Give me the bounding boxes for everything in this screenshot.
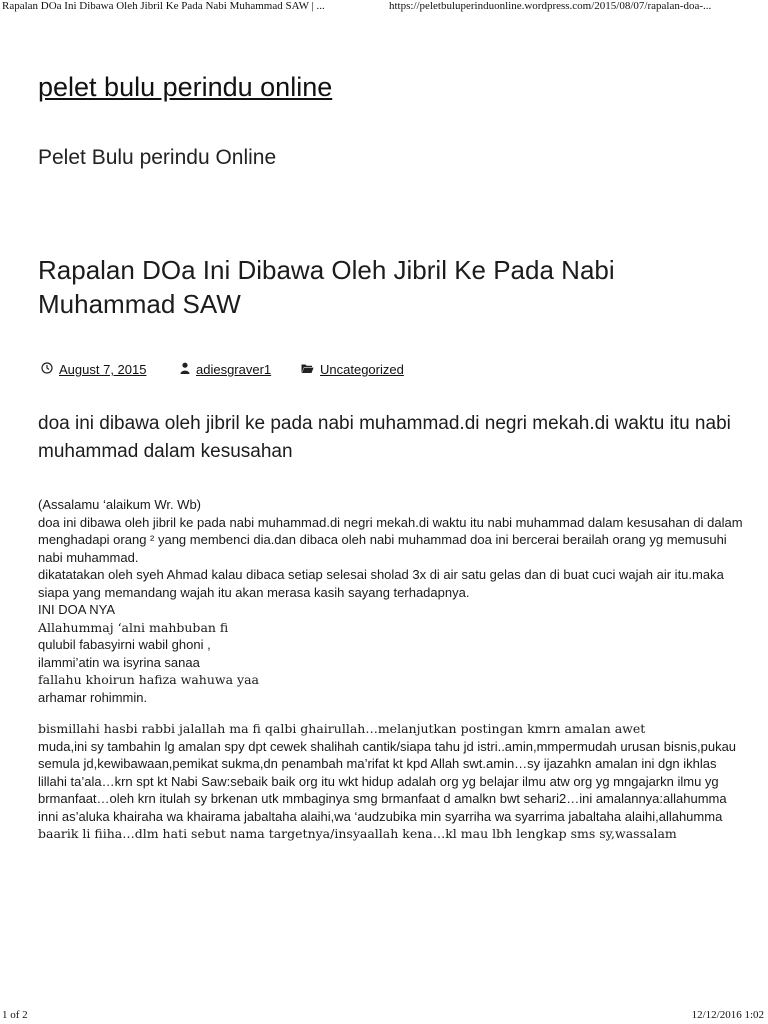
folder-icon (301, 362, 314, 377)
post-author-link[interactable]: adiesgraver1 (196, 362, 272, 378)
body-doa-line: arhamar rohimmin. (38, 689, 148, 705)
body-doa-line: qulubil fabasyirni wabil ghoni , (38, 637, 211, 652)
body2-last-line: baarik li fiiha…dlm hati sebut nama targetnya/insyaallah kena…kl mau lbh lengkap sms sy,wassalam (38, 826, 677, 841)
post-body (38, 496, 743, 843)
body2-paragraph: muda,ini sy tambahin lg amalan spy dpt cewek shalihah cantik/siapa tahu jd istri..amin,mmpermudah urusan bisnis,pukau semula jd,kewibawaan,pemikat sukma,dn penambah ma’rifat kt kpd Allah swt.amin…sy ijazahkn amalan ini dgn ikhlas lillahi ta’ala…krn spt kt Nabi Saw:sebaik baik org itu wkt hidup adalah org yg belajar ilmu atw org yg mngajarkn ilmu yg brmanfaat…oleh krn itulah sy brkenan utk mmbaginya smg brmanfaat d amalkn bwt sehari2…ini amalannya:allahumma inni as’aluka khairaha wa khairama jabaltaha alaihi,wa ‘audzubika min syarriha wa syarrima jabaltaha alaihi,allahumma (38, 738, 737, 824)
body-doa-line: fallahu khoirun hafiza wahuwa yaa (38, 672, 259, 687)
user-icon (180, 362, 190, 377)
print-header-url: https://peletbuluperinduonline.wordpress.com/2015/08/07/rapalan-doa-... (389, 0, 712, 12)
body-doa-line: Allahummaj ‘alni mahbuban fi (38, 619, 229, 635)
site-description: Pelet Bulu perindu Online (38, 146, 277, 169)
body-paragraph: doa ini dibawa oleh jibril ke pada nabi muhammad.di negri mekah.di waktu itu nabi muhammad dalam kesusahan di dalam menghadapi orang ² yang membenci dia.dan dibaca oleh nabi muhammad doa ini bercerai berailah orang yg memusuhi nabi muhammad. (38, 514, 743, 565)
post-category-link[interactable]: Uncategorized (320, 362, 404, 378)
print-footer (0, 1009, 768, 1024)
post-title: Rapalan DOa Ini Dibawa Oleh Jibril Ke Pada Nabi Muhammad SAW (38, 255, 615, 319)
print-header-title: Rapalan DOa Ini Dibawa Oleh Jibril Ke Pada Nabi Muhammad SAW | ... (2, 0, 325, 12)
post-author (180, 361, 271, 377)
body-paragraph: dikatatakan oleh syeh Ahmad kalau dibaca setiap selesai sholad 3x di air satu gelas dan di buat cuci wajah air itu.maka siapa yang memandang wajah itu akan merasa kasih sayang terhadapnya. (38, 567, 724, 600)
body-doa-line: ilammi’atin wa isyrina sanaa (38, 654, 200, 670)
body2-first-line: bismillahi hasbi rabbi jalallah ma fi qalbi ghairullah…melanjutkan postingan kmrn amalan awet (38, 721, 646, 736)
print-footer-datetime: 12/12/2016 1:02 (691, 1009, 764, 1021)
post-date (41, 361, 146, 377)
clock-icon (41, 362, 53, 377)
post-category (301, 361, 404, 377)
print-header (0, 0, 768, 18)
body-doa-heading: INI DOA NYA (38, 602, 116, 617)
post-date-link[interactable]: August 7, 2015 (59, 362, 147, 378)
site-title-link[interactable]: pelet bulu perindu online (38, 72, 333, 102)
print-footer-page: 1 of 2 (2, 1009, 28, 1021)
body-greeting: (Assalamu ‘alaikum Wr. Wb) (38, 497, 202, 512)
post-lead: doa ini dibawa oleh jibril ke pada nabi muhammad.di negri mekah.di waktu itu nabi muhammad dalam kesusahan (38, 413, 731, 462)
post-meta (38, 361, 738, 381)
